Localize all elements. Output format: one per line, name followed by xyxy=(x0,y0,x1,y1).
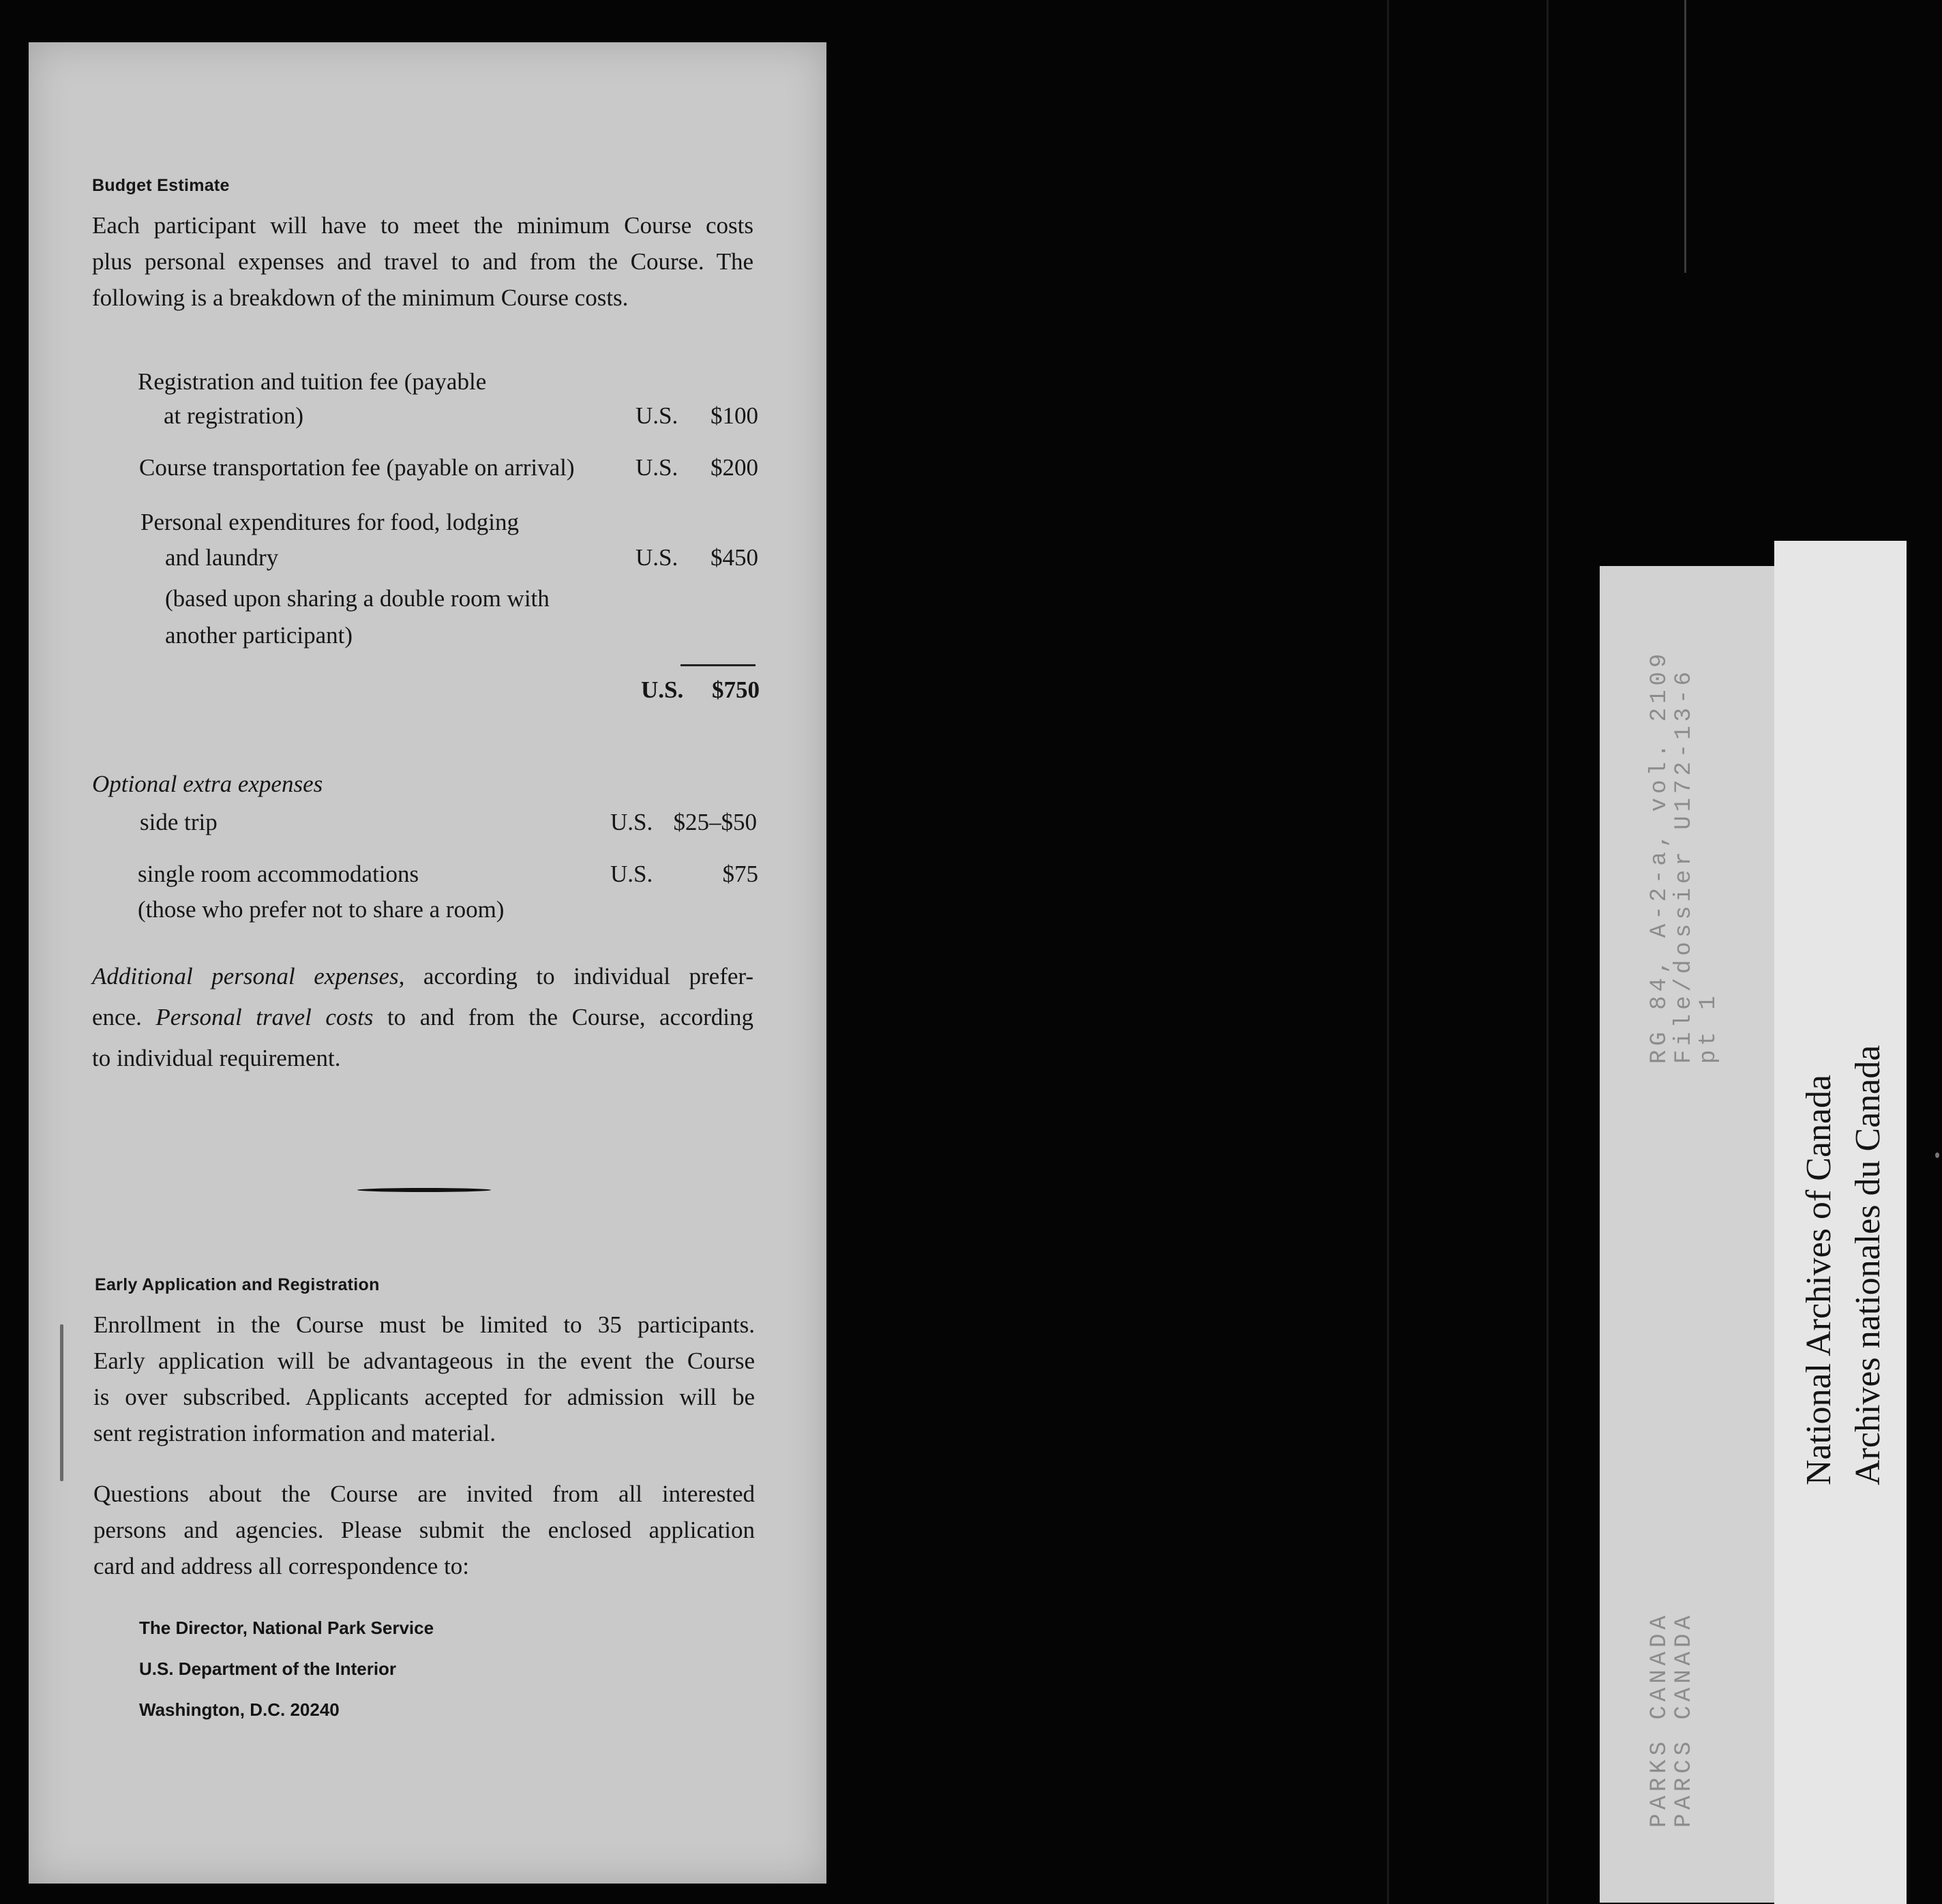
optional-single-room-label: single room accommodations xyxy=(138,861,419,887)
microfilm-ref xyxy=(1647,650,1721,1064)
item-registration-label-cont: at registration) xyxy=(164,402,304,429)
item-personal-amount: $450 xyxy=(711,544,758,571)
intro-line: following is a breakdown of the minimum Course costs. xyxy=(92,284,629,311)
item-transport-currency: U.S. xyxy=(636,454,678,481)
optional-single-room-note: (those who prefer not to share a room) xyxy=(138,896,505,923)
section-divider xyxy=(357,1188,491,1192)
item-personal-note: (based upon sharing a double room with xyxy=(165,585,550,612)
budget-intro xyxy=(92,207,753,316)
film-seam xyxy=(1387,0,1389,1904)
optional-single-room-currency: U.S. xyxy=(610,861,653,887)
intro-line: plus personal expenses and travel to and from the Course. The xyxy=(92,248,753,275)
agency-line: PARKS CANADA xyxy=(1647,1611,1673,1828)
total-rule xyxy=(681,664,756,666)
ref-line: RG 84, A-2-a, vol. 2109 xyxy=(1647,649,1673,1064)
total-amount: $750 xyxy=(712,676,760,703)
budget-heading: Budget Estimate xyxy=(92,176,230,195)
item-transport-label: Course transportation fee (payable on arrival) xyxy=(139,454,575,481)
questions-line: persons and agencies. Please submit the enclosed application xyxy=(93,1517,755,1543)
item-personal-label-cont: and laundry xyxy=(165,544,279,571)
item-registration-currency: U.S. xyxy=(636,402,678,429)
item-registration-label: Registration and tuition fee (payable xyxy=(138,368,487,395)
additional-text: ence. xyxy=(92,1004,156,1030)
additional-text: according to individual prefer- xyxy=(404,963,753,990)
agency-line: PARCS CANADA xyxy=(1671,1611,1697,1828)
optional-side-trip-amount: $25–$50 xyxy=(673,809,757,835)
optional-side-trip-label: side trip xyxy=(140,809,218,835)
ref-line: pt 1 xyxy=(1696,992,1722,1064)
early-line: sent registration information and material. xyxy=(93,1420,496,1446)
additional-text: to and from the Course, according xyxy=(373,1004,753,1030)
early-line: is over subscribed. Applicants accepted for admission will be xyxy=(93,1384,755,1410)
margin-mark xyxy=(60,1324,63,1481)
item-registration-amount: $100 xyxy=(711,402,758,429)
dust-speck xyxy=(1935,1152,1939,1158)
item-personal-label: Personal expenditures for food, lodging xyxy=(140,509,520,535)
early-line: Enrollment in the Course must be limited to 35 participants. xyxy=(93,1311,755,1338)
address-line: Washington, D.C. 20240 xyxy=(139,1699,340,1720)
film-scratch xyxy=(1684,0,1686,273)
archive-line-en: National Archives of Canada xyxy=(1799,1074,1838,1485)
intro-line: Each participant will have to meet the minimum Course costs xyxy=(92,212,753,239)
microfilm-agency xyxy=(1647,1611,1697,1828)
item-personal-note-cont: another participant) xyxy=(165,622,353,649)
archive-line-fr: Archives nationales du Canada xyxy=(1849,1045,1887,1485)
film-seam xyxy=(1547,0,1549,1904)
archive-text xyxy=(1795,1045,1893,1485)
questions-paragraph xyxy=(93,1476,755,1584)
additional-text: to individual requirement. xyxy=(92,1045,341,1071)
additional-expenses xyxy=(92,956,753,1079)
ref-line: File/dossier U172-13-6 xyxy=(1671,668,1697,1064)
optional-side-trip-currency: U.S. xyxy=(610,809,653,835)
early-heading: Early Application and Registration xyxy=(95,1275,380,1294)
additional-italic: Additional personal expenses, xyxy=(92,963,405,990)
early-paragraph xyxy=(93,1307,755,1451)
travel-italic: Personal travel costs xyxy=(155,1004,374,1030)
questions-line: Questions about the Course are invited from all interested xyxy=(93,1481,755,1507)
address-line: U.S. Department of the Interior xyxy=(139,1658,397,1679)
document-page xyxy=(29,42,826,1884)
total-currency: U.S. xyxy=(641,676,684,703)
questions-line: card and address all correspondence to: xyxy=(93,1553,470,1579)
address-line: The Director, National Park Service xyxy=(139,1618,434,1638)
microfilm-label xyxy=(1600,566,1782,1903)
item-transport-amount: $200 xyxy=(711,454,758,481)
archive-label xyxy=(1774,541,1907,1904)
optional-single-room-amount: $75 xyxy=(722,861,758,887)
optional-heading: Optional extra expenses xyxy=(92,771,323,797)
early-line: Early application will be advantageous in the event the Course xyxy=(93,1348,755,1374)
item-personal-currency: U.S. xyxy=(636,544,678,571)
